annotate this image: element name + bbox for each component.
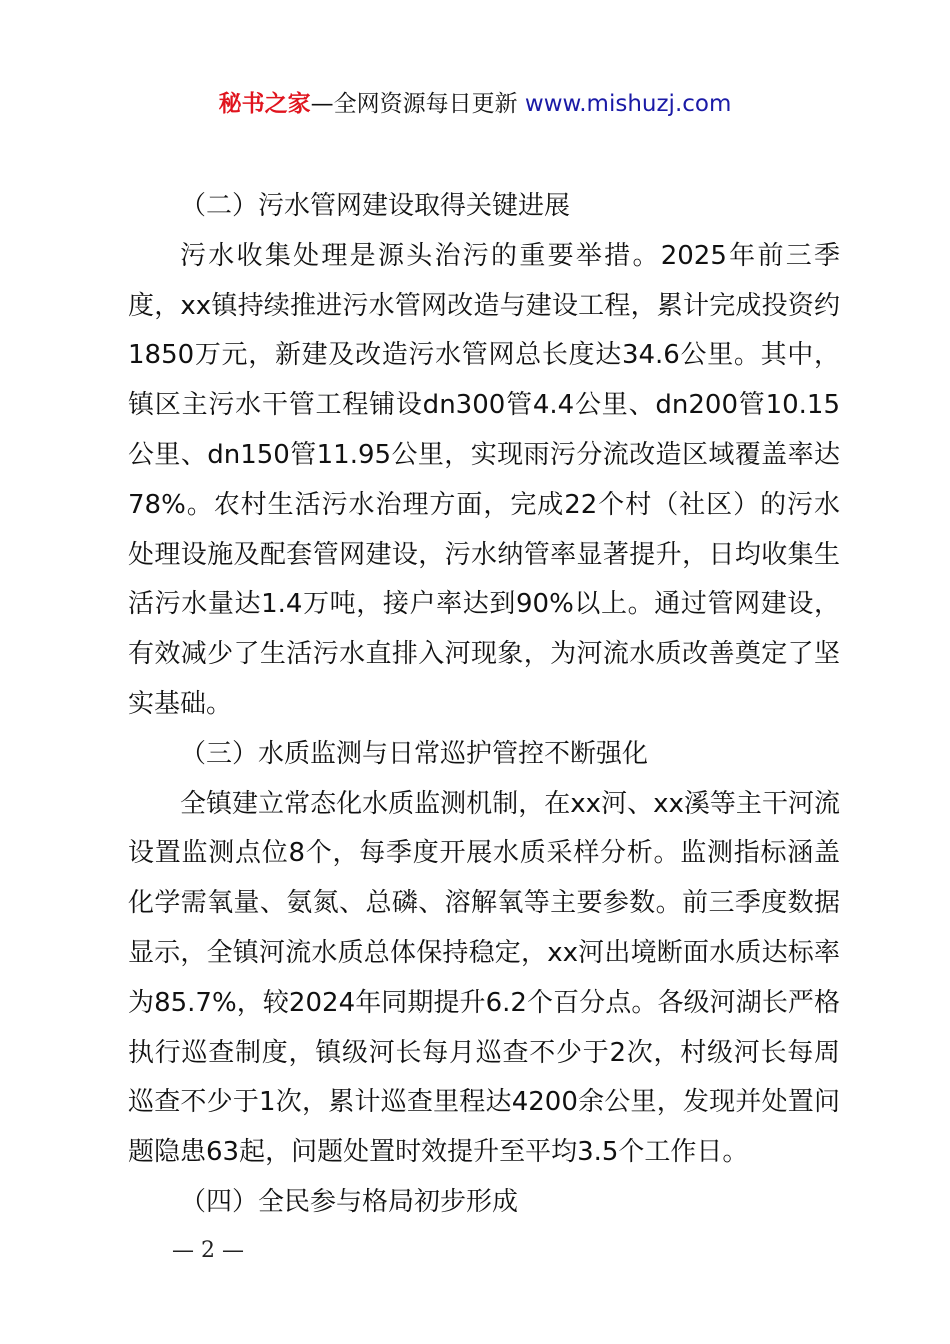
section-heading-4: （四）全民参与格局初步形成 [180,1186,519,1217]
document-body [128,182,840,1228]
page-number: — 2 — [172,1238,244,1263]
brand-name: 秘书之家 [218,91,311,117]
site-url-link[interactable]: www.mishuzj.com [524,91,732,117]
site-header [0,88,950,120]
section-heading-2: （二）污水管网建设取得关键进展 [180,191,571,221]
section-paragraph-2: 污水收集处理是源头治污的重要举措。2025年前三季度，xx镇持续推进污水管网改造与建设工程，累计完成投资约1850万元，新建及改造污水管网总长度达34.6公里。其中，镇区主污水干管工程铺设dn300管4.4公里、dn200管10.15公里、dn150管11.95公里，实现雨污分流改造区域覆盖率达78%。农村生活污水治理方面，完成22个村（社区）的污水处理设施及配套管网建设，污水纳管率显著提升，日均收集生活污水量达1.4万吨，接户率达到90%以上。通过管网建设，有效减少了生活污水直排入河现象，为河流水质改善奠定了坚实基础。 [128,240,840,719]
section-heading-3: （三）水质监测与日常巡护管控不断强化 [180,738,649,769]
header-tagline: —全网资源每日更新 [310,91,525,117]
section-paragraph-3: 全镇建立常态化水质监测机制，在xx河、xx溪等主干河流设置监测点位8个，每季度开展水质采样分析。监测指标涵盖化学需氧量、氨氮、总磷、溶解氧等主要参数。前三季度数据显示，全镇河流水质总体保持稳定，xx河出境断面水质达标率为85.7%，较2024年同期提升6.2个百分点。各级河湖长严格执行巡查制度，镇级河长每月巡查不少于2次，村级河长每周巡查不少于1次，累计巡查里程达4200余公里，发现并处置问题隐患63起，问题处置时效提升至平均3.5个工作日。 [128,788,840,1168]
